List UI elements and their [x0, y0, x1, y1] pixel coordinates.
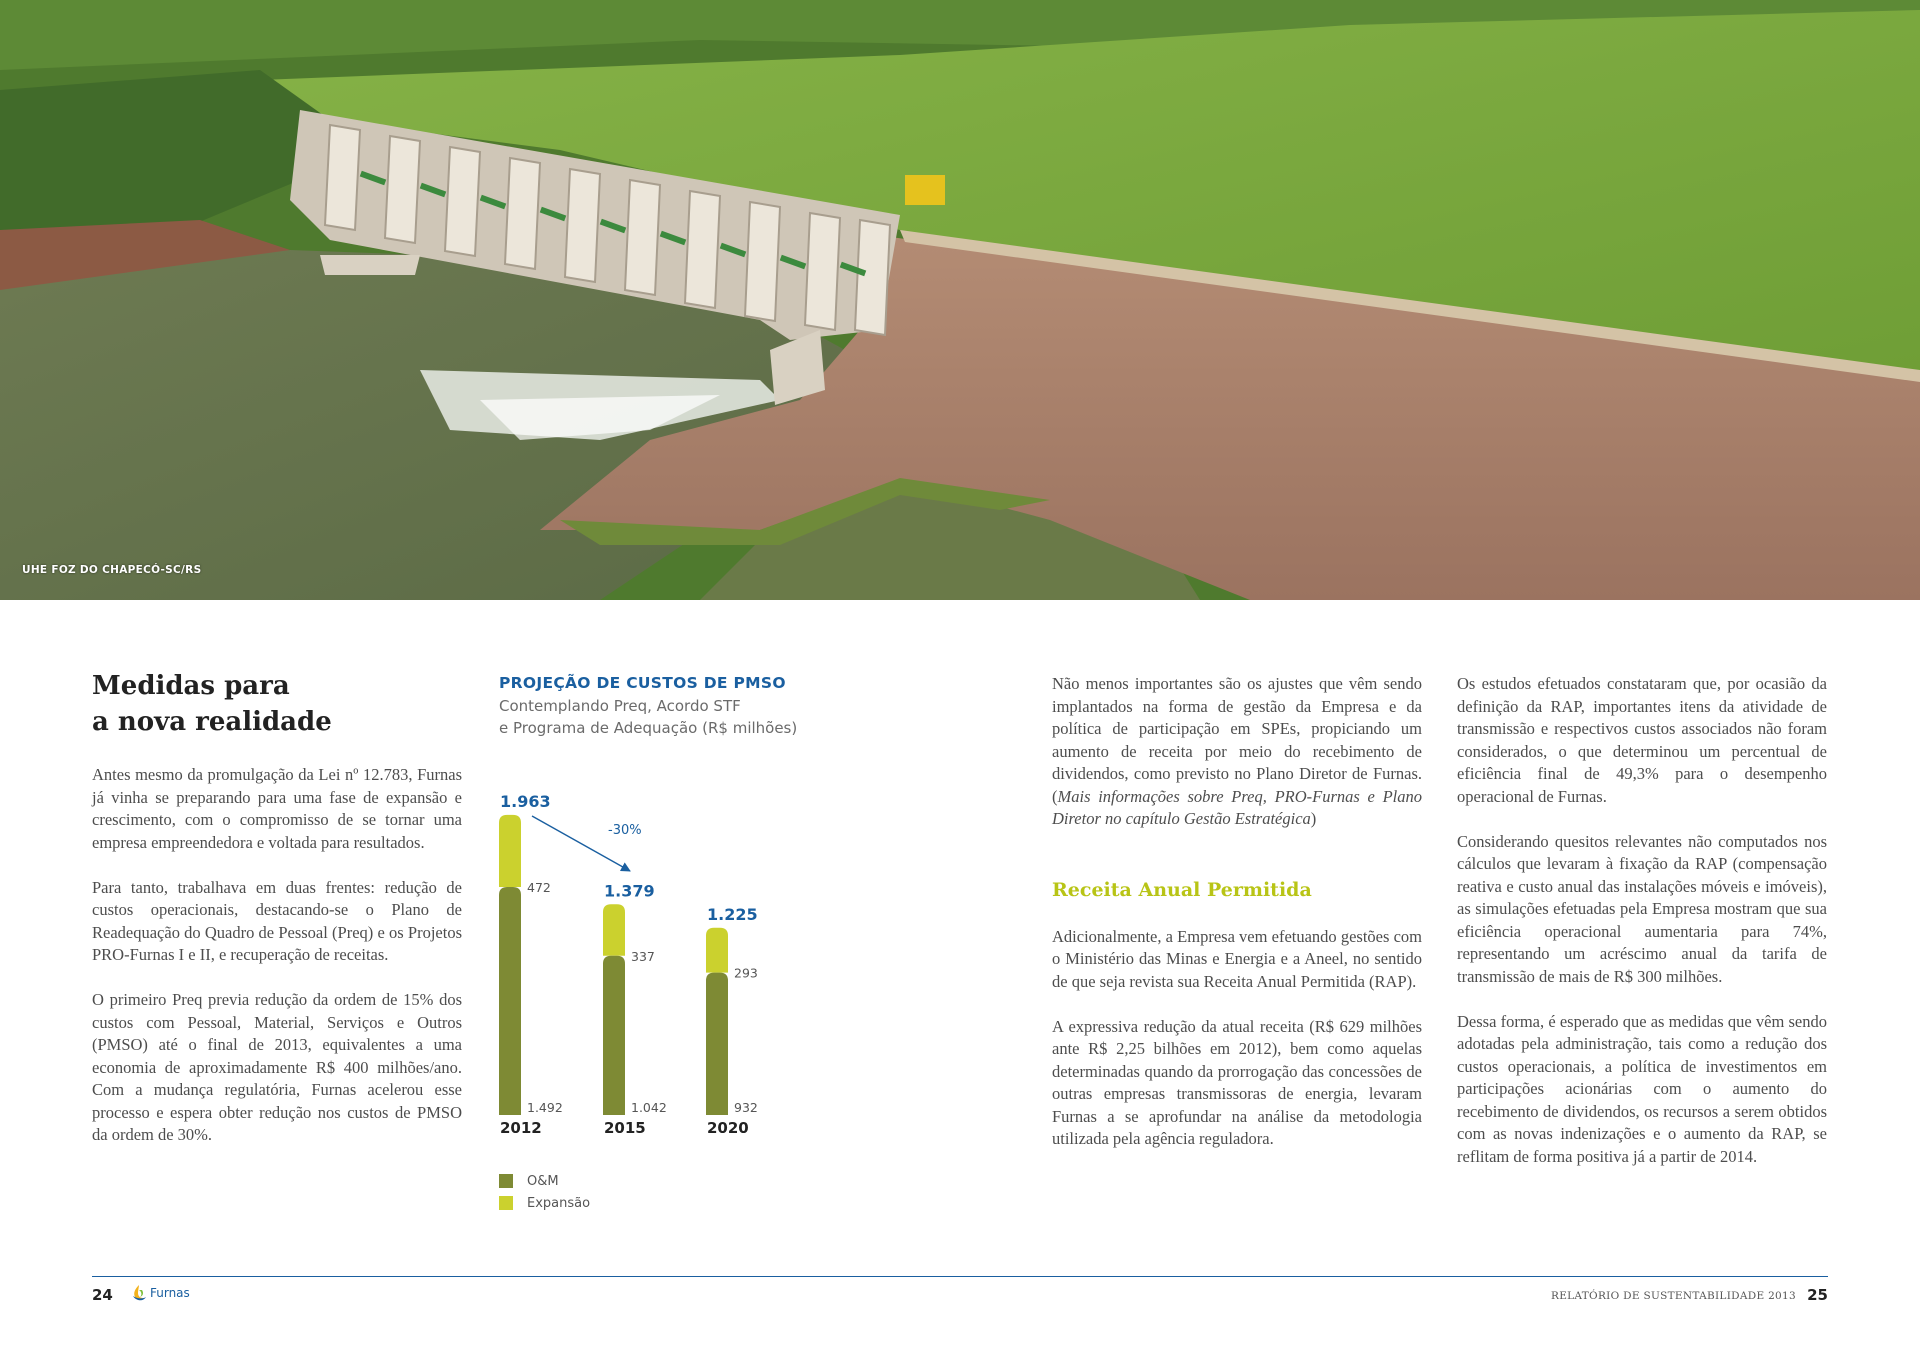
- category-label-2020: 2020: [707, 1119, 749, 1137]
- chart-legend: [499, 1170, 590, 1214]
- label-expansao-2015: 337: [631, 948, 655, 964]
- bar-om-2012: [499, 887, 521, 1115]
- text-column-left: [92, 764, 462, 1169]
- paragraph: [1052, 673, 1422, 831]
- label-total-2020: 1.225: [707, 904, 758, 924]
- paragraph: Adicionalmente, a Empresa vem efetuando gestões com o Ministério das Minas e Energia e a Aneel, no sentido de que seja revista sua Receita Anual Permitida (RAP).: [1052, 926, 1422, 991]
- category-label-2015: 2015: [604, 1119, 646, 1137]
- bar-om-2020: [706, 973, 728, 1115]
- paragraph: A expressiva redução da atual receita (R$ 629 milhões ante R$ 2,25 bilhões em 2012), bem como aquelas determinadas quando da prorrogação das concessões de outras empresas transmissoras de energia, levaram Furnas a se aprofundar na análise da metodologia utilizada pela agência reguladora.: [1052, 1016, 1422, 1148]
- dam-aerial-photo: [0, 0, 1920, 600]
- section-title: [92, 668, 392, 740]
- section-title-line1: Medidas para: [92, 671, 290, 701]
- category-label-2012: 2012: [500, 1119, 542, 1137]
- subheading-rap: Receita Anual Permitida: [1052, 878, 1312, 901]
- furnas-logo: [130, 1284, 190, 1302]
- chart-bars: [499, 792, 758, 1137]
- paragraph: Considerando quesitos relevantes não computados nos cálculos que levaram à fixação da RAP (compensação reativa e custo anual das instalações móveis e imóveis), as simulações efetuadas pela Empresa mostram que sua eficiência operacional aumentaria para 74%, representando um acréscimo anual da tarifa de transmissão de mais de R$ 300 milhões.: [1457, 831, 1827, 986]
- paragraph: Os estudos efetuados constataram que, por ocasião da definição da RAP, importantes itens da atividade de transmissão e respectivos custos associados não foram considerados, o que determinou um percentual de eficiência final de 49,3% para o desempenho operacional de Furnas.: [1457, 674, 1827, 806]
- page-number-right: 25: [1807, 1286, 1828, 1304]
- paragraph: Para tanto, trabalhava em duas frentes: redução de custos operacionais, destacando-se o Plano de Readequação do Quadro de Pessoal (Preq) e os Projetos PRO-Furnas I e II, e recuperação de receitas.: [92, 877, 462, 964]
- label-expansao-2012: 472: [527, 879, 551, 895]
- furnas-logo-icon: [130, 1284, 148, 1302]
- label-om-2012: 1.492: [527, 1100, 563, 1115]
- chart-subtitle-line2: e Programa de Adequação (R$ milhões): [499, 719, 798, 737]
- hero-photo: [0, 0, 1920, 600]
- intro-close: ): [1310, 809, 1317, 828]
- label-total-2015: 1.379: [604, 881, 655, 901]
- reduction-label: -30%: [608, 823, 642, 838]
- footer-divider: [92, 1276, 1828, 1277]
- photo-caption: UHE FOZ DO CHAPECÓ-SC/RS: [22, 564, 202, 576]
- paragraph: Dessa forma, é esperado que as medidas que vêm sendo adotadas pela administração, tais como a redução dos custos operacionais, a política de investimentos em participações acionárias com o aumento do recebimento de dividendos, os recursos a serem obtidos com as novas indenizações e o aumento da RAP, se reflitam de forma positiva já a partir de 2014.: [1457, 1011, 1827, 1166]
- bar-expansao-2015: [603, 904, 625, 956]
- pmso-stacked-bar-chart: [480, 770, 840, 1150]
- paragraph: Antes mesmo da promulgação da Lei nº 12.783, Furnas já vinha se preparando para uma fase de expansão e crescimento, com o compromisso de se tornar uma empresa empreendedora e voltada para resultados.: [92, 765, 462, 852]
- label-expansao-2020: 293: [734, 965, 758, 981]
- legend-swatch-expansao: [499, 1196, 513, 1210]
- intro-italic-note: Mais informações sobre Preq, PRO-Furnas e Plano Diretor no capítulo Gestão Estratégica: [1052, 786, 1422, 828]
- text-column-middle: [1052, 673, 1422, 1173]
- legend-item-expansao: [499, 1192, 590, 1214]
- paragraph: O primeiro Preq previa redução da ordem de 15% dos custos com Pessoal, Material, Serviços e Outros (PMSO) até o final de 2013, equivalentes a uma economia de aproximadamente R$ 400 milhões/ano. Com a mudança regulatória, Furnas acelerou esse processo e espera obter redução nos custos de PMSO da ordem de 30%.: [92, 990, 462, 1144]
- label-om-2020: 932: [734, 1100, 758, 1115]
- text-column-right: [1457, 673, 1827, 1191]
- chart-title: PROJEÇÃO DE CUSTOS DE PMSO: [499, 674, 786, 692]
- label-om-2015: 1.042: [631, 1100, 667, 1115]
- legend-item-om: [499, 1170, 590, 1192]
- legend-label-om: O&M: [527, 1173, 559, 1189]
- label-total-2012: 1.963: [500, 791, 551, 811]
- furnas-logo-text: Furnas: [150, 1286, 190, 1300]
- bar-expansao-2012: [499, 815, 521, 887]
- legend-swatch-om: [499, 1174, 513, 1188]
- bar-om-2015: [603, 956, 625, 1115]
- report-title: RELATÓRIO DE SUSTENTABILIDADE 2013: [1550, 1290, 1796, 1302]
- bar-expansao-2020: [706, 928, 728, 973]
- chart-subtitle-line1: Contemplando Preq, Acordo STF: [499, 697, 741, 715]
- page-number-left: 24: [92, 1286, 113, 1304]
- section-title-line2: a nova realidade: [92, 707, 332, 737]
- intro-text: Não menos importantes são os ajustes que vêm sendo implantados na forma de gestão da Empresa e da política de participação em SPEs, propiciando um aumento de receita por meio do recebimento de dividendos, como previsto no Plano Diretor de Furnas. (: [1052, 674, 1422, 806]
- legend-label-expansao: Expansão: [527, 1195, 591, 1211]
